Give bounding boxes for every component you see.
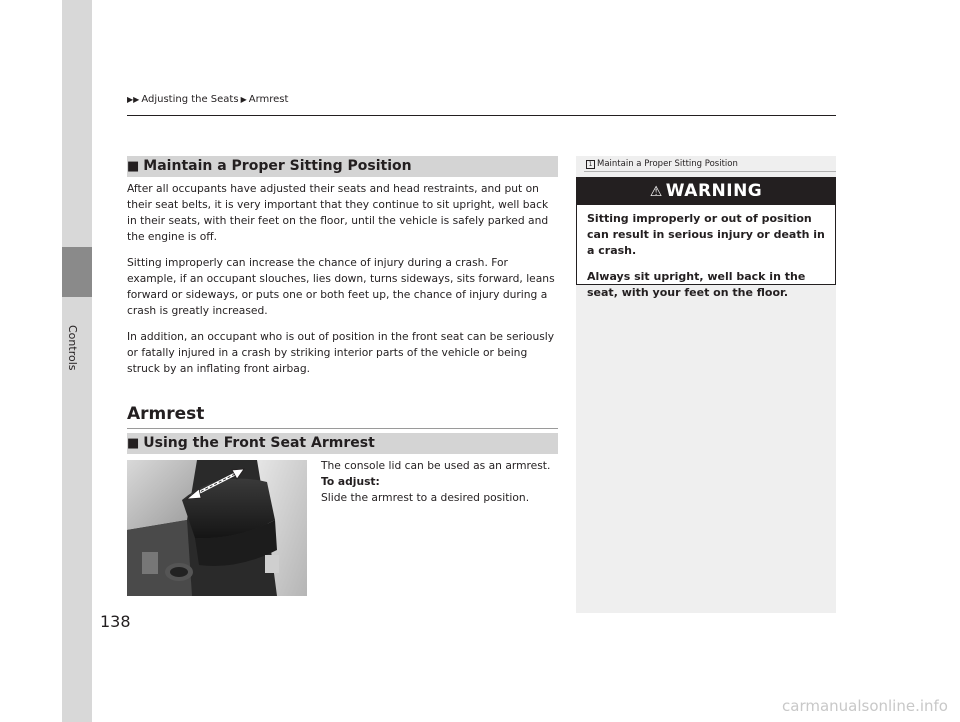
reference-arrow-icon: 1: [586, 160, 595, 169]
warning-label: WARNING: [665, 181, 763, 201]
section-title: Maintain a Proper Sitting Position: [143, 158, 412, 174]
triangle-right-icon: ▶: [240, 95, 247, 104]
sitting-position-body: [127, 181, 559, 387]
breadcrumb-item-armrest[interactable]: Armrest: [248, 94, 289, 105]
chapter-tab-marker: [62, 247, 92, 297]
warning-box: [576, 177, 836, 299]
chapter-side-tab: [62, 0, 92, 722]
armrest-line: The console lid can be used as an armrest.: [321, 459, 551, 472]
panel-rule: [584, 171, 836, 172]
warning-triangle-icon: ⚠: [649, 184, 663, 200]
warning-header: [577, 178, 835, 205]
warning-text: Always sit upright, well back in the seat, with your feet on the floor.: [587, 270, 806, 299]
armrest-instructions: [321, 458, 550, 506]
breadcrumb-item-seats[interactable]: Adjusting the Seats: [141, 94, 239, 105]
panel-title: [586, 159, 738, 169]
paragraph: Sitting improperly can increase the chance of injury during a crash. For example, if an occupant slouches, lies down, turns sideways, sits forward, leans forward or sideways, or puts one or both feet up, the chance of injury during a crash is greatly increased.: [127, 256, 555, 317]
armrest-photo: [127, 460, 307, 596]
armrest-heading: Armrest: [127, 404, 558, 429]
armrest-line: Slide the armrest to a desired position.: [321, 491, 530, 504]
header-rule: [127, 115, 836, 116]
page-number: 138: [100, 612, 131, 631]
adjust-label: To adjust:: [321, 475, 380, 488]
panel-title-text: Maintain a Proper Sitting Position: [597, 159, 738, 169]
section-header-sitting-position: [127, 156, 558, 177]
watermark: carmanualsonline.info: [782, 697, 948, 715]
triangle-right-icon: ▶▶: [127, 95, 140, 104]
paragraph: In addition, an occupant who is out of position in the front seat can be seriously or fatally injured in a crash by striking interior parts of the vehicle or being struck by an inflating front airbag.: [127, 330, 555, 375]
square-bullet-icon: ■: [127, 436, 140, 451]
section-title: Using the Front Seat Armrest: [143, 435, 375, 451]
armrest-illustration: [127, 460, 307, 596]
breadcrumb: [127, 94, 288, 105]
square-bullet-icon: ■: [127, 159, 140, 174]
section-header-front-armrest: [127, 433, 558, 454]
chapter-label: Controls: [66, 325, 79, 371]
warning-text: Sitting improperly or out of position can result in serious injury or death in a crash.: [587, 212, 825, 257]
paragraph: After all occupants have adjusted their seats and head restraints, and put on their seat belts, it is very important that they continue to sit upright, well back in their seats, with their feet on the floor, until the vehicle is safely parked and the engine is off.: [127, 182, 549, 243]
side-notes-panel: [576, 156, 836, 613]
